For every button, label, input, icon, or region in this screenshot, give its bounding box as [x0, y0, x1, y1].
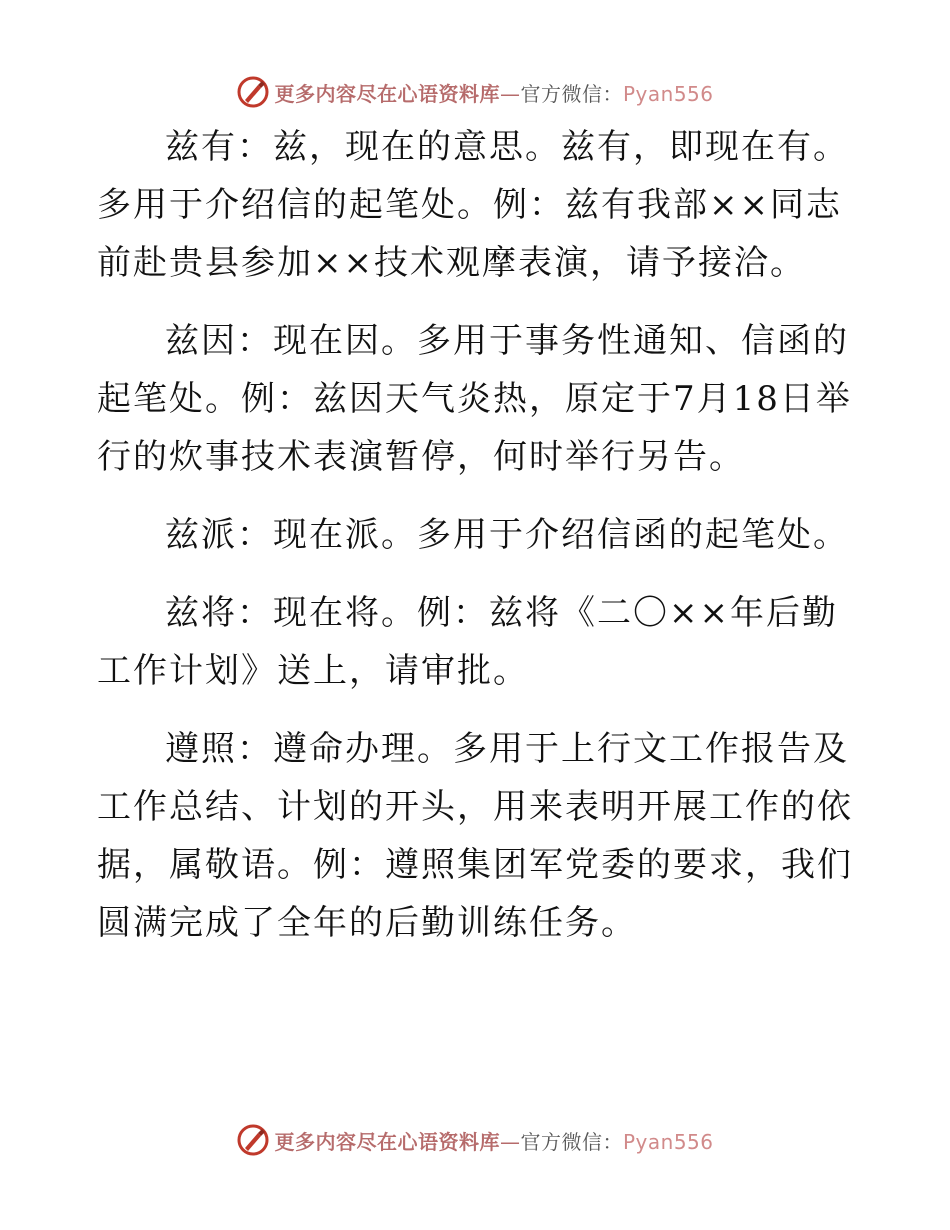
paragraph-zipai: 兹派：现在派。多用于介绍信函的起笔处。 [165, 515, 849, 555]
pen-logo-icon [236, 1123, 270, 1157]
header-banner-dash: — [499, 81, 521, 106]
header-banner-title: 更多内容尽在心语资料库 [274, 81, 500, 106]
paragraph-zunzhao: 遵照：遵命办理。多用于上行文工作报告及工作总结、计划的开头，用来表明开展工作的依据，属敬语。例：遵照集团军党委的要求，我们圆满完成了全年的后勤训练任务。 [97, 729, 853, 943]
paragraph-ziyin: 兹因：现在因。多用于事务性通知、信函的起笔处。例：兹因天气炎热，原定于7月18日举行的炊事技术表演暂停，何时举行另告。 [97, 321, 852, 477]
header-banner [0, 72, 950, 112]
footer-banner-title: 更多内容尽在心语资料库 [274, 1129, 500, 1154]
pen-logo-icon [236, 75, 270, 109]
footer-banner-text [274, 1126, 713, 1155]
header-banner-text [274, 78, 713, 107]
footer-wechat-label: 官方微信： [520, 1129, 623, 1154]
header-wechat-label: 官方微信： [520, 81, 623, 106]
footer-banner-dash: — [499, 1129, 521, 1154]
paragraph-zijiang: 兹将：现在将。例：兹将《二〇××年后勤工作计划》送上，请审批。 [97, 593, 838, 691]
footer-banner [0, 1120, 950, 1160]
footer-wechat-id: Pyan556 [622, 1129, 714, 1154]
document-body [97, 118, 857, 972]
paragraph-ziyou: 兹有：兹，现在的意思。兹有，即现在有。多用于介绍信的起笔处。例：兹有我部××同志前赴贵县参加××技术观摩表演，请予接洽。 [97, 127, 849, 283]
header-wechat-id: Pyan556 [622, 81, 714, 106]
